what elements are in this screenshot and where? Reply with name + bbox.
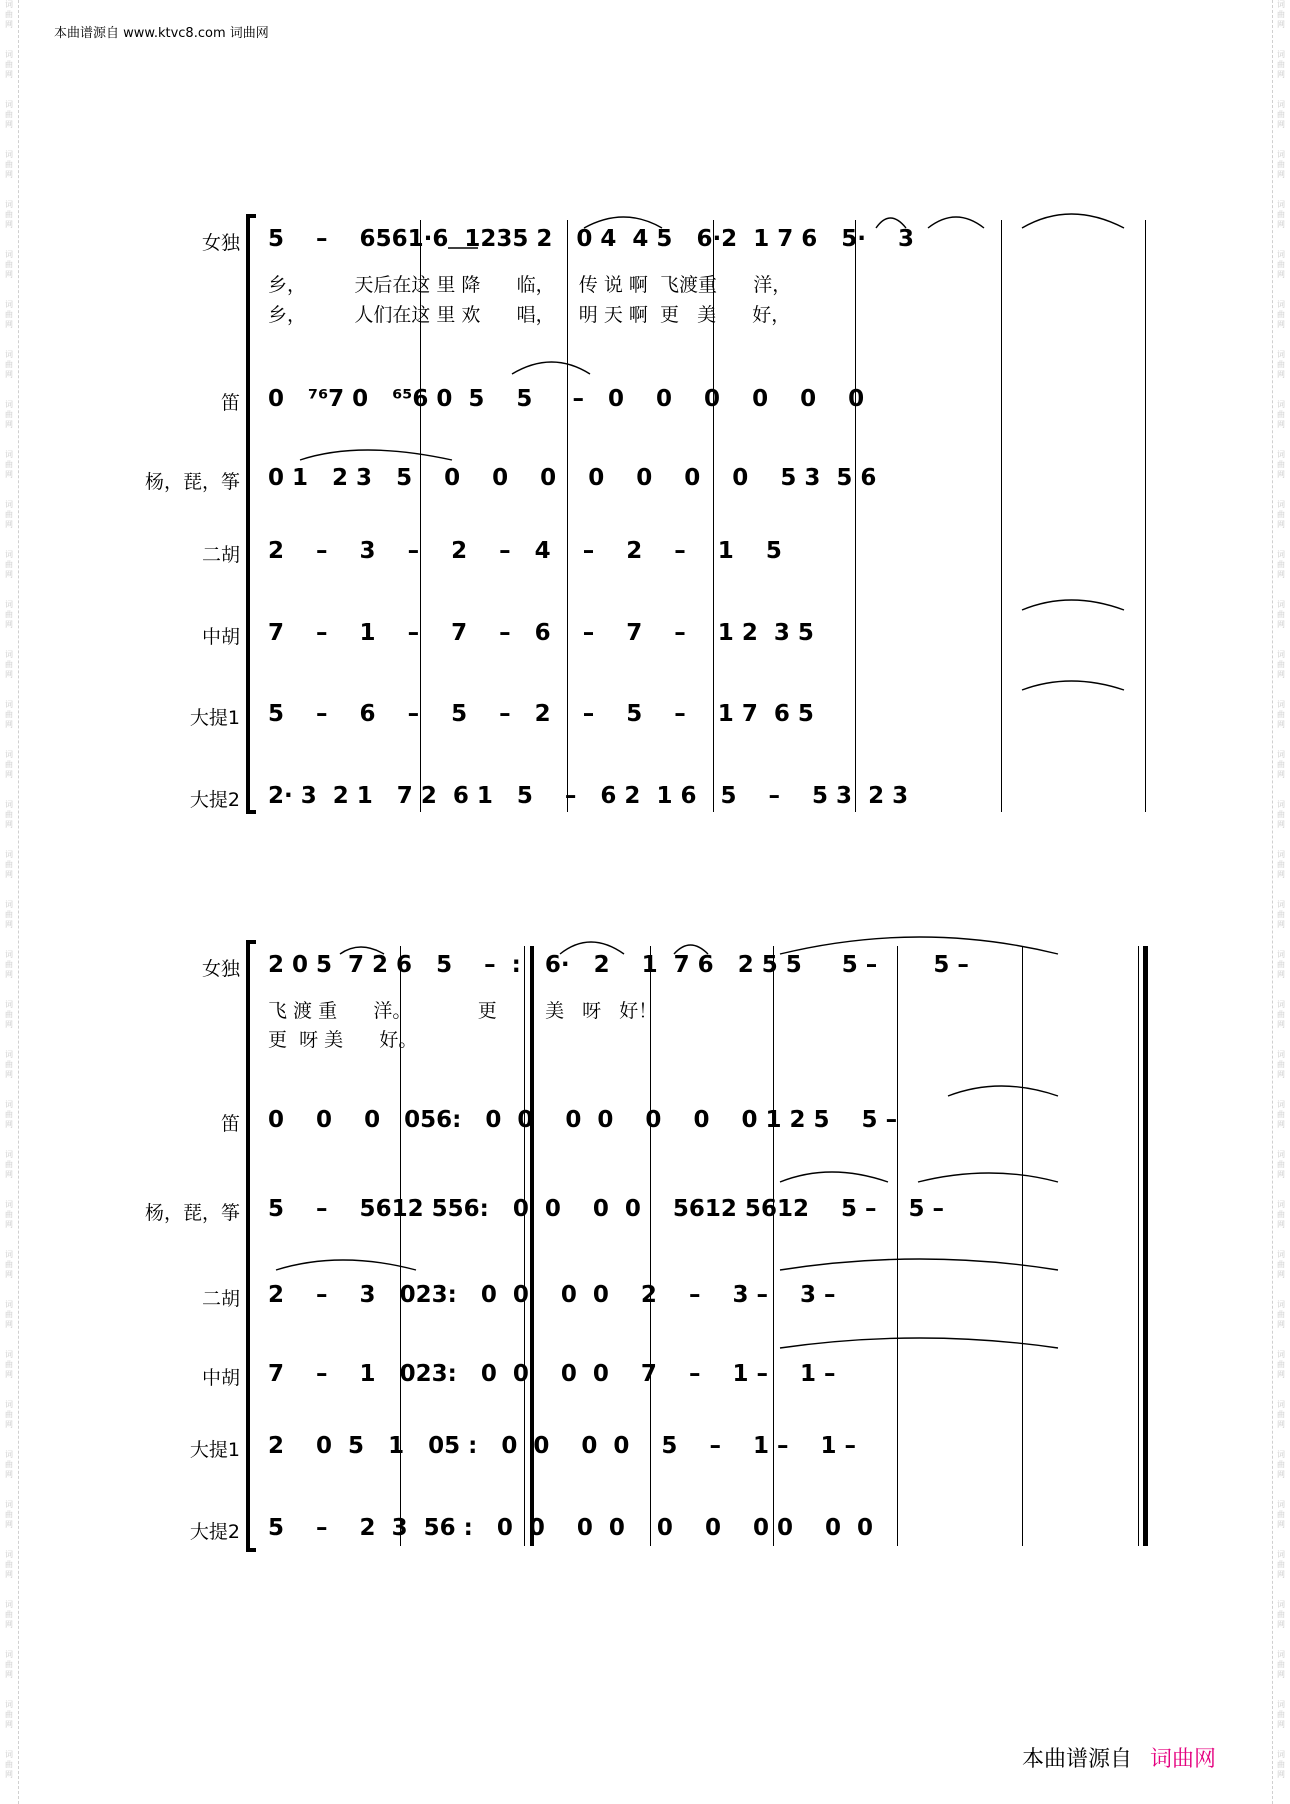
- watermark-text: 词 曲 网: [5, 650, 13, 679]
- watermark-text: 词 曲 网: [5, 550, 13, 579]
- watermark-text: 词 曲 网: [1277, 500, 1285, 529]
- watermark-text: 词 曲 网: [5, 800, 13, 829]
- watermark-text: 词 曲 网: [5, 500, 13, 529]
- watermark-text: 词 曲 网: [5, 1400, 13, 1429]
- watermark-text: 词 曲 网: [5, 1250, 13, 1279]
- watermark-text: 词 曲 网: [5, 950, 13, 979]
- watermark-text: 词 曲 网: [1277, 300, 1285, 329]
- notation-flute: 0 0 0 056: 0 0 0 0 0 0 0 1 2 5 5 –: [268, 1107, 898, 1133]
- watermark-text: 词 曲 网: [5, 1500, 13, 1529]
- footer-source: [1022, 1742, 1216, 1773]
- watermark-text: 词 曲 网: [1277, 1100, 1285, 1129]
- watermark-text: 词 曲 网: [5, 1750, 13, 1779]
- watermark-text: 词 曲 网: [1277, 1550, 1285, 1579]
- watermark-text: 词 曲 网: [5, 400, 13, 429]
- lyrics-verse-2: 更 呀 美 好。: [268, 1029, 418, 1051]
- watermark-text: 词 曲 网: [5, 1200, 13, 1229]
- footer-brand-link[interactable]: 词曲网: [1150, 1747, 1217, 1772]
- watermark-text: 词 曲 网: [1277, 1450, 1285, 1479]
- watermark-text: 词 曲 网: [1277, 400, 1285, 429]
- watermark-text: 词 曲 网: [5, 1600, 13, 1629]
- watermark-text: 词 曲 网: [5, 100, 13, 129]
- watermark-text: 词 曲 网: [1277, 100, 1285, 129]
- watermark-text: 词 曲 网: [1277, 1050, 1285, 1079]
- watermark-text: 词 曲 网: [1277, 850, 1285, 879]
- part-label-flute: 笛: [220, 392, 240, 414]
- part-label-cello-1: 大提1: [189, 707, 240, 729]
- system-2-slurs: [0, 900, 1290, 1560]
- watermark-text: 词 曲 网: [1277, 900, 1285, 929]
- part-label-erhu: 二胡: [201, 1288, 240, 1310]
- watermark-text: 词 曲 网: [5, 850, 13, 879]
- watermark-text: 词 曲 网: [1277, 1000, 1285, 1029]
- watermark-text: 词 曲 网: [5, 250, 13, 279]
- watermark-text: 词 曲 网: [5, 700, 13, 729]
- notation-zhonghu: 7 – 1 023: 0 0 0 0 7 – 1 – 1 –: [268, 1361, 836, 1387]
- notation-erhu: 2 – 3 023: 0 0 0 0 2 – 3 – 3 –: [268, 1282, 836, 1308]
- watermark-text: 词 曲 网: [5, 150, 13, 179]
- part-label-cello-1: 大提1: [189, 1439, 240, 1461]
- part-label-erhu: 二胡: [201, 544, 240, 566]
- watermark-text: 词 曲 网: [1277, 750, 1285, 779]
- lyrics-verse-2: 乡， 人们在这 里 欢 唱， 明 天 啊 更 美 好，: [268, 304, 791, 326]
- watermark-text: 词 曲 网: [1277, 1350, 1285, 1379]
- footer-source-label: 本曲谱源自: [1022, 1747, 1133, 1772]
- watermark-text: 词 曲 网: [1277, 700, 1285, 729]
- watermark-text: 词 曲 网: [5, 1700, 13, 1729]
- watermark-text: 词 曲 网: [1277, 1750, 1285, 1779]
- watermark-text: 词 曲 网: [1277, 1650, 1285, 1679]
- part-label-plucked: 杨，琵，筝: [144, 1202, 240, 1224]
- watermark-text: 词 曲 网: [5, 600, 13, 629]
- watermark-text: 词 曲 网: [5, 300, 13, 329]
- notation-plucked: 5 – 5612 556: 0 0 0 0 5612 5612 5 – 5 –: [268, 1196, 945, 1222]
- watermark-text: 词 曲 网: [1277, 650, 1285, 679]
- notation-erhu: 2 – 3 – 2 – 4 – 2 – 1 5: [268, 538, 782, 564]
- watermark-text: 词 曲 网: [1277, 50, 1285, 79]
- watermark-text: 词 曲 网: [1277, 1700, 1285, 1729]
- part-label-zhonghu: 中胡: [201, 626, 240, 648]
- watermark-text: 词 曲 网: [1277, 0, 1285, 29]
- lyrics-verse-1: 飞 渡 重 洋。 更 美 呀 好！: [268, 1000, 658, 1022]
- notation-plucked: 0 1 2 3 5 0 0 0 0 0 0 0 5 3 5 6: [268, 465, 877, 491]
- watermark-text: 词 曲 网: [5, 900, 13, 929]
- watermark-text: 词 曲 网: [5, 450, 13, 479]
- part-label-zhonghu: 中胡: [201, 1367, 240, 1389]
- watermark-text: 词 曲 网: [5, 750, 13, 779]
- part-label-flute: 笛: [220, 1113, 240, 1135]
- watermark-text: 词 曲 网: [1277, 250, 1285, 279]
- notation-solo-female: 2 0 5 7 2 6 5 – : 6· 2 1 7 6 2 5 5 5 – 5 –: [268, 952, 969, 978]
- notation-cello-1: 5 – 6 – 5 – 2 – 5 – 1 7 6 5: [268, 701, 814, 727]
- notation-cello-1: 2 0 5 1 05 : 0 0 0 0 5 – 1 – 1 –: [268, 1433, 857, 1459]
- watermark-text: 词 曲 网: [1277, 1150, 1285, 1179]
- watermark-text: 词 曲 网: [5, 1650, 13, 1679]
- part-label-cello-2: 大提2: [189, 789, 240, 811]
- part-label-solo-female: 女独: [201, 232, 240, 254]
- watermark-text: 词 曲 网: [5, 200, 13, 229]
- watermark-text: 词 曲 网: [5, 1100, 13, 1129]
- watermark-text: 词 曲 网: [5, 1450, 13, 1479]
- lyrics-verse-1: 乡， 天后在这 里 降 临， 传 说 啊 飞渡重 洋，: [268, 274, 792, 296]
- watermark-text: 词 曲 网: [5, 1150, 13, 1179]
- watermark-text: 词 曲 网: [1277, 150, 1285, 179]
- part-label-solo-female: 女独: [201, 958, 240, 980]
- watermark-text: 词 曲 网: [1277, 1600, 1285, 1629]
- source-header: 本曲谱源自 www.ktvc8.com 词曲网: [54, 26, 269, 41]
- watermark-text: 词 曲 网: [1277, 1300, 1285, 1329]
- watermark-text: 词 曲 网: [1277, 1250, 1285, 1279]
- notation-cello-2: 5 – 2 3 56 : 0 0 0 0 0 0 0 0 0 0: [268, 1515, 874, 1541]
- watermark-text: 词 曲 网: [5, 1300, 13, 1329]
- watermark-text: 词 曲 网: [1277, 200, 1285, 229]
- watermark-text: 词 曲 网: [1277, 800, 1285, 829]
- watermark-text: 词 曲 网: [5, 1000, 13, 1029]
- watermark-text: 词 曲 网: [1277, 1200, 1285, 1229]
- watermark-text: 词 曲 网: [1277, 600, 1285, 629]
- notation-zhonghu: 7 – 1 – 7 – 6 – 7 – 1 2 3 5: [268, 620, 814, 646]
- watermark-text: 词 曲 网: [5, 50, 13, 79]
- watermark-text: 词 曲 网: [1277, 1500, 1285, 1529]
- watermark-text: 词 曲 网: [1277, 550, 1285, 579]
- watermark-text: 词 曲 网: [1277, 1400, 1285, 1429]
- watermark-text: 词 曲 网: [5, 1050, 13, 1079]
- notation-cello-2: 2· 3 2 1 7 2 6 1 5 – 6 2 1 6 5 – 5 3 2 3: [268, 783, 909, 809]
- watermark-text: 词 曲 网: [5, 1550, 13, 1579]
- notation-solo-female: 5 – 6561·6 1235 2 0 4 4 5 6·2 1 7 6 5· 3: [268, 226, 915, 252]
- watermark-text: 词 曲 网: [5, 1350, 13, 1379]
- watermark-text: 词 曲 网: [5, 0, 13, 29]
- watermark-text: 词 曲 网: [1277, 950, 1285, 979]
- part-label-cello-2: 大提2: [189, 1521, 240, 1543]
- watermark-text: 词 曲 网: [1277, 450, 1285, 479]
- watermark-text: 词 曲 网: [1277, 350, 1285, 379]
- system-1-slurs: [0, 0, 1290, 830]
- notation-flute: 0 ⁷⁶7 0 ⁶⁵6 0 5 5 – 0 0 0 0 0 0: [268, 386, 865, 412]
- part-label-plucked: 杨，琵，筝: [144, 471, 240, 493]
- watermark-text: 词 曲 网: [5, 350, 13, 379]
